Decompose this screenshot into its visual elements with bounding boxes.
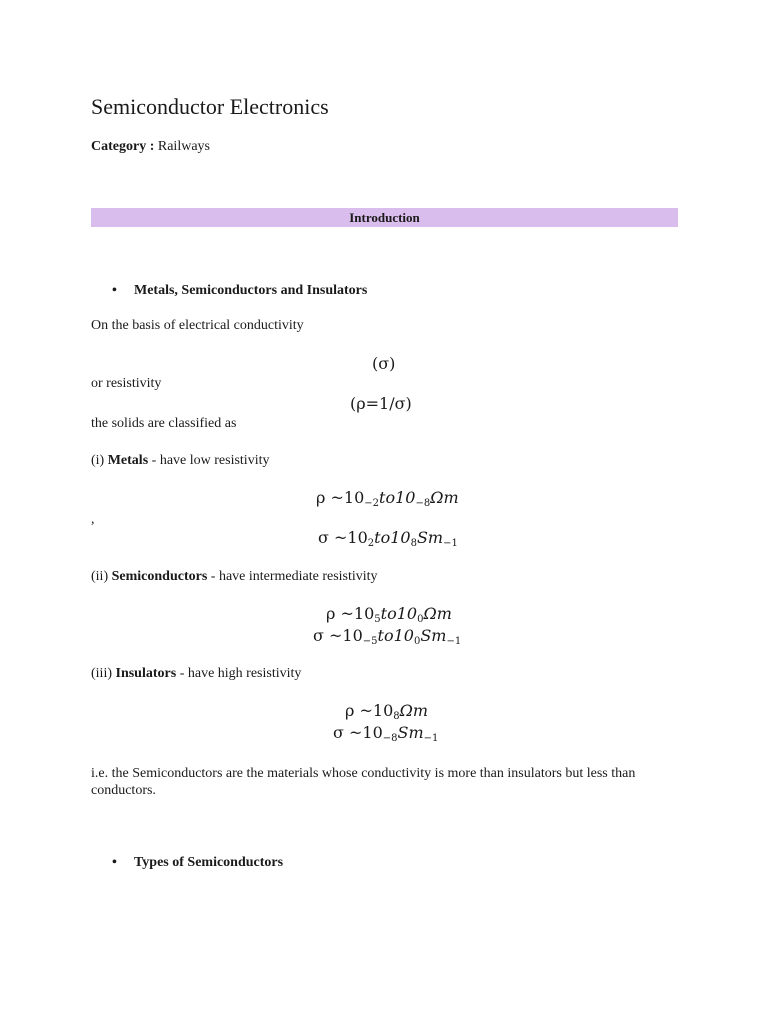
math-part: to10 [374,528,411,547]
paragraph-classified: the solids are classified as [91,416,237,431]
math-metals-sigma [318,528,458,549]
semiconductors-line [91,569,378,585]
math-unit: Sm [416,528,444,547]
math-exponent: 0 [417,614,424,625]
section-header-introduction: Introduction [91,208,678,227]
insulators-line [91,666,301,682]
semis-desc: - have intermediate resistivity [207,569,378,584]
insul-prefix: (iii) [91,666,116,681]
math-metals-rho [316,488,459,509]
bullet-label: Types of Semiconductors [134,855,284,870]
category-label: Category : [91,139,155,154]
metals-line [91,453,269,469]
math-unit: Sm [397,723,424,742]
math-exponent: −2 [364,498,380,509]
paragraph-conclusion: i.e. the Semiconductors are the materials whose conductivity is more than insulators but less than conductors. [91,766,636,798]
page-title: Semiconductor Electronics [91,94,329,119]
math-rho-definition: (ρ=1/σ) [350,394,412,413]
math-part: σ ~10 [318,528,368,547]
math-exponent: −1 [443,538,458,549]
math-semis-sigma [313,626,461,647]
math-exponent: −1 [446,636,462,647]
math-part: ρ ~10 [316,488,365,507]
semis-name: Semiconductors [111,569,208,584]
math-part: ρ ~10 [345,701,394,720]
math-exponent: 8 [410,538,417,549]
math-insul-rho [345,701,428,722]
math-exponent: 5 [374,614,381,625]
semis-prefix: (ii) [91,569,112,584]
metals-prefix: (i) [91,453,108,468]
math-unit: Ωm [430,488,459,507]
math-exponent: −8 [382,733,398,744]
insul-desc: - have high resistivity [176,666,302,681]
paragraph-or-resistivity: or resistivity [91,376,162,391]
math-exponent: 8 [393,711,400,722]
math-part: ρ ~10 [326,604,375,623]
math-exponent: −8 [415,498,431,509]
paragraph-basis: On the basis of electrical conductivity [91,318,304,333]
math-part: to10 [380,604,418,623]
bullet-icon: • [112,283,117,298]
comma-separator: , [91,512,95,527]
metals-desc: - have low resistivity [148,453,270,468]
math-exponent: 0 [413,636,421,647]
bullet-item [112,283,367,299]
math-semis-rho [326,604,452,625]
bullet-label: Metals, Semiconductors and Insulators [134,283,368,298]
bullet-icon: • [112,855,117,870]
category-value: Railways [157,139,210,154]
math-exponent: −1 [423,733,439,744]
math-sigma: (σ) [372,354,396,373]
math-unit: Sm [420,626,447,645]
math-unit: Ωm [399,701,429,720]
math-part: to10 [379,488,416,507]
math-part: σ ~10 [313,626,363,645]
category-line [91,139,210,155]
math-part: to10 [377,626,414,645]
math-exponent: −5 [362,636,378,647]
math-unit: Ωm [423,604,452,623]
bullet-item [112,855,283,871]
insul-name: Insulators [115,666,177,681]
math-exponent: 2 [367,538,375,549]
metals-name: Metals [107,453,149,468]
math-part: σ ~10 [333,723,383,742]
math-insul-sigma [333,723,438,744]
